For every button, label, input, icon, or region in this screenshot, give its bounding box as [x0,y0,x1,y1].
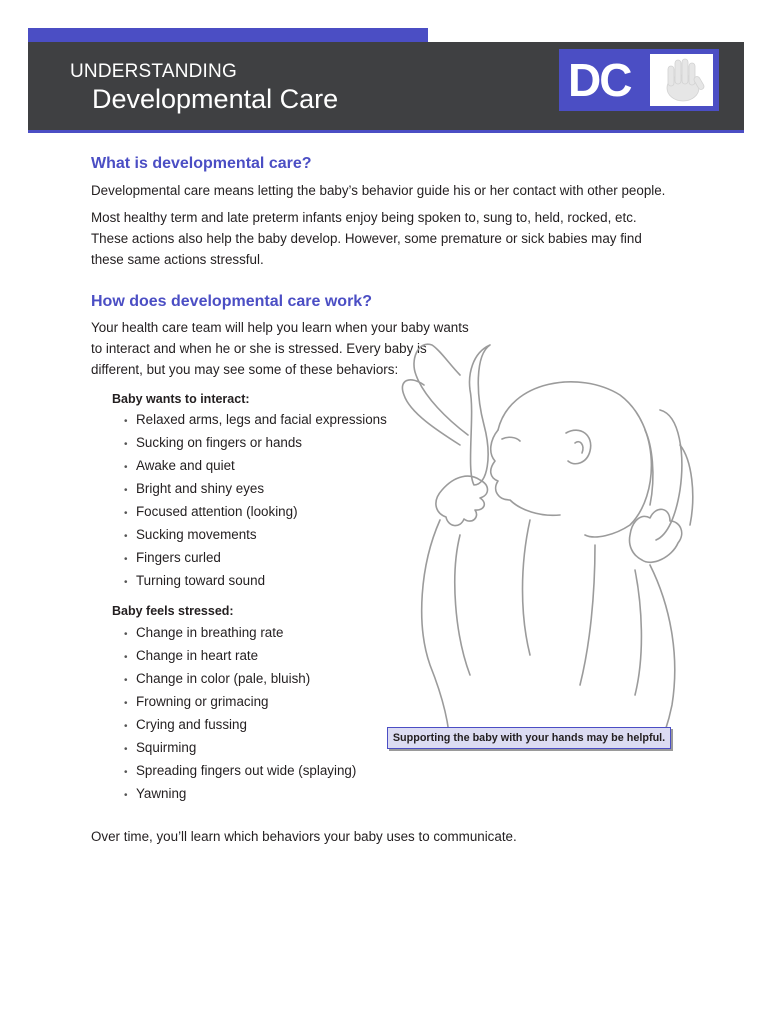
bullet-icon: • [124,485,128,496]
bullet-icon: • [124,416,128,427]
header-accent-strip [28,28,428,42]
list-item: • Change in breathing rate [124,621,356,644]
bullet-icon: • [124,790,128,801]
bullet-icon: • [124,629,128,640]
list-item: • Relaxed arms, legs and facial expressions [124,408,387,431]
list-item: • Sucking movements [124,523,387,546]
bullet-icon: • [124,767,128,778]
illustration-caption: Supporting the baby with your hands may be helpful. [387,727,671,749]
list-item: • Fingers curled [124,546,387,569]
baby-held-illustration [380,335,710,750]
paragraph: Developmental care means letting the baby’s behavior guide his or her contact with other people. [91,183,666,198]
bullet-icon: • [124,439,128,450]
baby-head [498,382,651,537]
bullet-icon: • [124,554,128,565]
list-item: • Turning toward sound [124,569,387,592]
bullet-icon: • [124,462,128,473]
list-item: • Crying and fussing [124,713,356,736]
logo-letters: DC [568,54,631,106]
bullet-icon: • [124,531,128,542]
stressed-label: Baby feels stressed: [112,604,234,618]
paragraph: These actions also help the baby develop. However, some premature or sick babies may find [91,231,642,246]
interact-label: Baby wants to interact: [112,392,250,406]
stressed-list [124,621,356,805]
right-hand-outline [656,410,682,540]
list-item: • Change in color (pale, bluish) [124,667,356,690]
list-item: • Awake and quiet [124,454,387,477]
list-item: • Bright and shiny eyes [124,477,387,500]
bullet-icon: • [124,675,128,686]
bullet-icon: • [124,652,128,663]
dc-logo [559,49,719,111]
handprint-icon [650,54,713,106]
bullet-icon: • [124,698,128,709]
baby-body [422,520,450,750]
paragraph: Most healthy term and late preterm infants enjoy being spoken to, sung to, held, rocked, etc. [91,210,637,225]
paragraph: different, but you may see some of these behaviors: [91,362,399,377]
section-heading-how: How does developmental care work? [91,293,372,310]
bullet-icon: • [124,577,128,588]
section-heading-what: What is developmental care? [91,155,312,172]
list-item: • Squirming [124,736,356,759]
bullet-icon: • [124,508,128,519]
paragraph: Your health care team will help you learn when your baby wants [91,320,469,335]
interact-list [124,408,387,592]
bullet-icon: • [124,744,128,755]
page-title: Developmental Care [92,84,339,114]
list-item: • Yawning [124,782,356,805]
left-hand-outline [470,345,490,485]
list-item: • Focused attention (looking) [124,500,387,523]
closing-paragraph: Over time, you’ll learn which behaviors your baby uses to communicate. [91,829,517,844]
list-item: • Spreading fingers out wide (splaying) [124,759,356,782]
paragraph: these same actions stressful. [91,252,264,267]
list-item: • Change in heart rate [124,644,356,667]
list-item: • Sucking on fingers or hands [124,431,387,454]
header-kicker: UNDERSTANDING [70,61,237,82]
header-rule [28,130,744,133]
list-item: • Frowning or grimacing [124,690,356,713]
paragraph: to interact and when he or she is stressed. Every baby is [91,341,427,356]
logo-hand-image [650,54,713,106]
bullet-icon: • [124,721,128,732]
